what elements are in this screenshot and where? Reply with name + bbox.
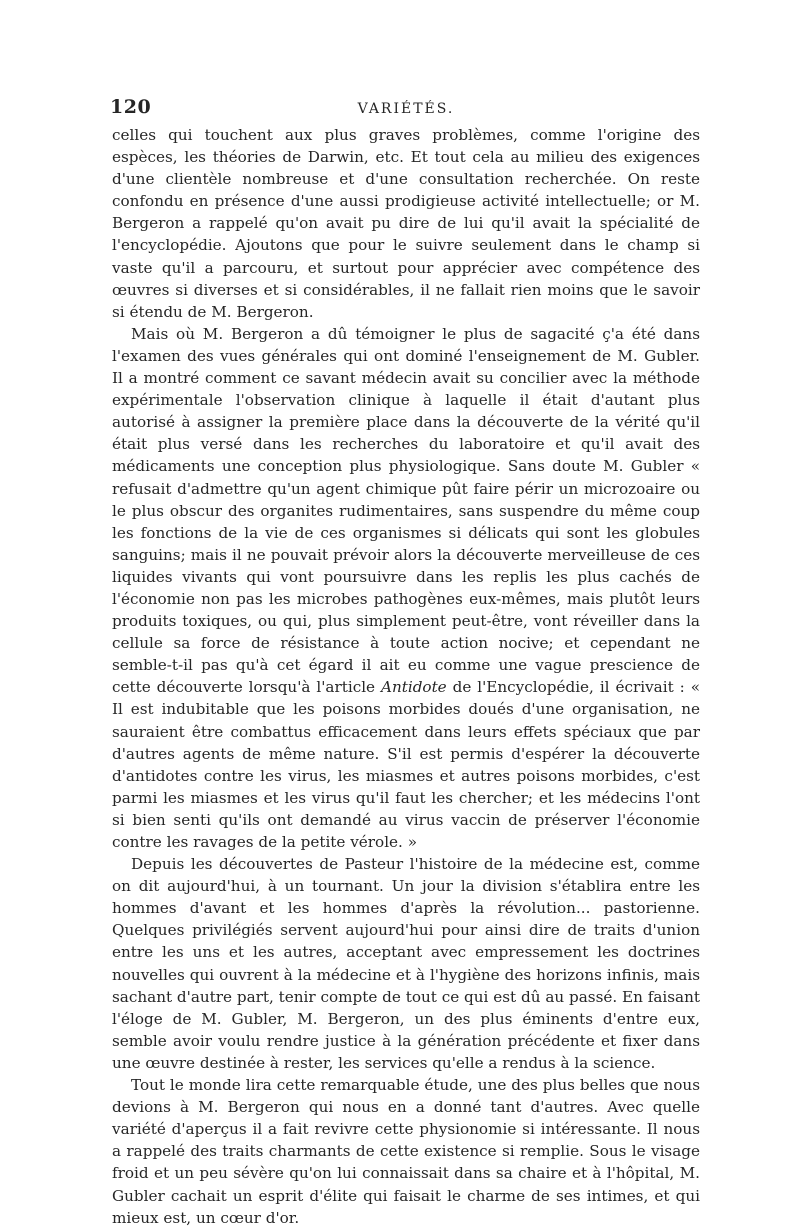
paragraph-pasteur: Depuis les découvertes de Pasteur l'histoire de la médecine est, comme on dit aujourd'hui, à un tournant. Un jour la division s'établira entre les hommes d'avant et les hommes d'après la révolution... pastorienne. Quelques privilégiés servent aujourd'hui pour ainsi dire de traits d'union entre les uns et les autres, acceptant avec empressement les doctrines nouvelles qui ouvrent à la médecine et à l'hygiène des horizons infinis, mais sachant d'autre part, tenir compte de tout ce qui est dû au passé. En faisant l'éloge de M. Gubler, M. Bergeron, un des plus éminents d'entre eux, semble avoir voulu rendre justice à la génération précédente et fixer dans une œuvre destinée à rester, les services qu'elle a rendus à la science. bbox=[112, 855, 700, 1072]
paragraph-gubler-teaching bbox=[112, 323, 700, 853]
paragraph-text-part: de l'Encyclopédie, il écrivait : « Il est indubitable que les poisons morbides doués d'une organisation, ne sauraient être combattus efficacement dans leurs effets spéciaux que par d'autres agents de même nature. S'il est permis d'espérer la découverte d'antidotes contre les virus, les miasmes et autres poisons morbides, c'est parmi les miasmes et les virus qu'il faut les chercher; et les médecins l'ont si bien senti qu'ils ont demandé au virus vaccin de préserver l'économie contre les ravages de la petite vérole. » bbox=[112, 678, 700, 851]
paragraph-text-part: Mais où M. Bergeron a dû témoigner le plus de sagacité ç'a été dans l'examen des vues générales qui ont dominé l'enseignement de M. Gubler. Il a montré comment ce savant médecin avait su concilier avec la méthode expérimentale l'observation clinique à laquelle il était d'autant plus autorisé à assigner la première place dans la découverte de la vérité qu'il était plus versé dans les recherches du laboratoire et qu'il avait des médicaments une conception plus physiologique. Sans doute M. Gubler « refusait d'admettre qu'un agent chimique pût faire périr un microzoaire ou le plus obscur des organites rudimentaires, sans suspendre du même coup les fonctions de la vie de ces organismes si délicats qui sont les globules sanguins; mais il ne pouvait prévoir alors la découverte merveilleuse de ces liquides vivants qui vont poursuivre dans les replis les plus cachés de l'économie non pas les microbes pathogènes eux-mêmes, mais plutôt leurs produits toxiques, ou qui, plus simplement peut-être, vont réveiller dans la cellule sa force de résistance à toute action nocive; et cependant ne semble-t-il pas qu'à cet égard il ait eu comme une vague prescience de cette découverte lorsqu'à l'article bbox=[112, 324, 700, 697]
paragraph-continuation: celles qui touchent aux plus graves problèmes, comme l'origine des espèces, les théories de Darwin, etc. Et tout cela au milieu des exigences d'une clientèle nombreuse et d'une consultation recherchée. On reste confondu en présence d'une aussi prodigieuse activité intellectuelle; or M. Bergeron a rappelé qu'on avait pu dire de lui qu'il avait la spécialité de l'encyclopédie. Ajoutons que pour le suivre seulement dans le champ si vaste qu'il a parcouru, et surtout pour apprécier avec compétence des œuvres si diverses et si considérables, il ne fallait rien moins que le savoir si étendu de M. Bergeron. bbox=[112, 126, 700, 321]
book-page bbox=[112, 96, 700, 1229]
section-title: VARIÉTÉS. bbox=[357, 101, 455, 117]
page-number: 120 bbox=[110, 96, 152, 118]
italic-article-title: Antidote bbox=[381, 678, 447, 697]
paragraph-conclusion: Tout le monde lira cette remarquable étude, une des plus belles que nous devions à M. Bergeron qui nous en a donné tant d'autres. Avec quelle variété d'aperçus il a fait revivre cette physionomie si intéressante. Il nous a rappelé des traits charmants de cette existence si remplie. Sous le visage froid et un peu sévère qu'on lui connaissait dans sa chaire et à l'hôpital, M. Gubler cachait un esprit d'élite qui faisait le charme de ses intimes, et qui mieux est, un cœur d'or. bbox=[112, 1076, 700, 1227]
running-head bbox=[112, 96, 700, 122]
